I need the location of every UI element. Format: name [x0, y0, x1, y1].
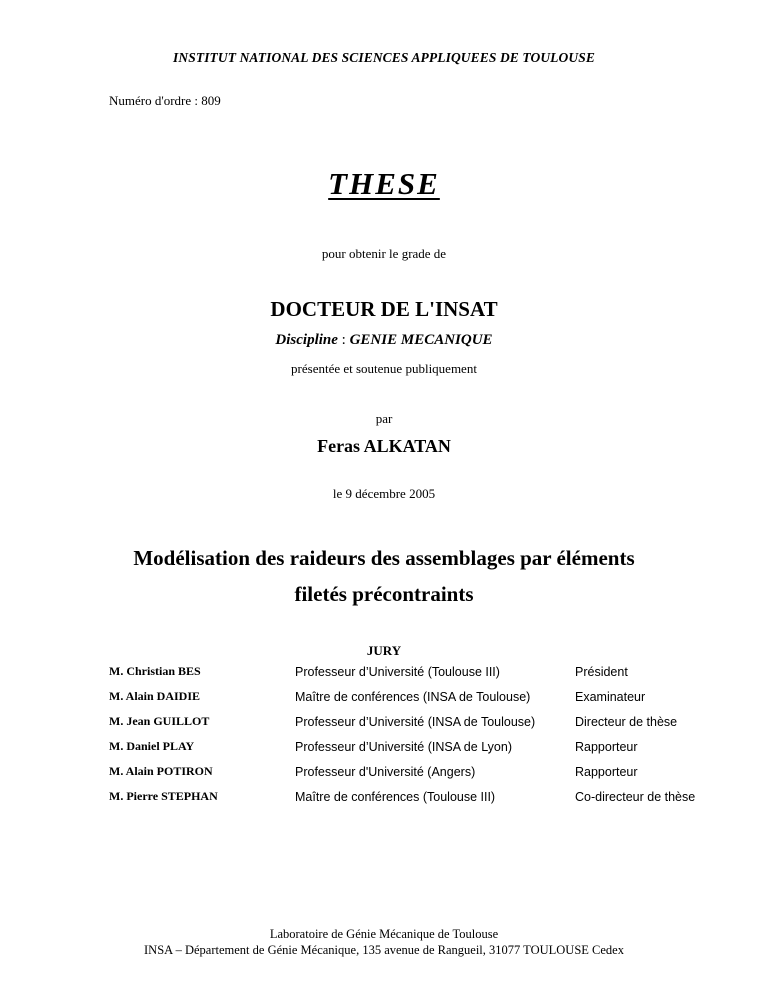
jury-row [109, 684, 729, 709]
author-name: Feras ALKATAN [317, 436, 451, 456]
discipline-label: Discipline [275, 332, 338, 348]
order-number: Numéro d'ordre : 809 [109, 93, 221, 108]
jury-member-position: Maître de conférences (INSA de Toulouse) [295, 689, 531, 704]
jury-member-position: Professeur d’Université (INSA de Lyon) [295, 739, 512, 754]
jury-row [109, 784, 729, 809]
jury-member-position: Professeur d’Université (Toulouse III) [295, 664, 500, 679]
discipline-value: GENIE MECANIQUE [349, 332, 493, 348]
jury-table [109, 659, 729, 809]
jury-member-role: Co-directeur de thèse [575, 789, 696, 804]
jury-heading: JURY [366, 643, 402, 658]
jury-member-name: M. Christian BES [109, 664, 201, 678]
jury-member-name: M. Jean GUILLOT [109, 714, 210, 728]
thesis-subject-line-1: Modélisation des raideurs des assemblages par éléments [133, 546, 635, 570]
jury-member-position: Professeur d'Université (Angers) [295, 764, 476, 779]
jury-member-role: Rapporteur [575, 739, 638, 754]
jury-member-name: M. Daniel PLAY [109, 739, 195, 753]
jury-row [109, 734, 729, 759]
thesis-subject-line-2: filetés précontraints [294, 582, 474, 606]
jury-row [109, 759, 729, 784]
jury-row [109, 709, 729, 734]
discipline-line [0, 332, 768, 349]
institute-header: INSTITUT NATIONAL DES SCIENCES APPLIQUEES DE TOULOUSE [173, 50, 595, 65]
jury-member-role: Directeur de thèse [575, 714, 678, 729]
jury-member-position: Professeur d’Université (INSA de Toulouse) [295, 714, 536, 729]
jury-member-name: M. Alain DAIDIE [109, 689, 201, 703]
jury-member-name: M. Alain POTIRON [109, 764, 213, 778]
defense-date: le 9 décembre 2005 [332, 486, 436, 501]
jury-member-name: M. Pierre STEPHAN [109, 789, 218, 803]
thesis-title [0, 166, 768, 202]
lab-name: Laboratoire de Génie Mécanique de Toulouse [269, 927, 499, 941]
degree-title: DOCTEUR DE L'INSAT [270, 297, 498, 321]
jury-row [109, 659, 729, 684]
lab-address: INSA – Département de Génie Mécanique, 135 avenue de Rangueil, 31077 TOULOUSE Cedex [144, 943, 624, 957]
jury-member-role: Rapporteur [575, 764, 638, 779]
jury-member-role: Président [575, 664, 628, 679]
grade-intro: pour obtenir le grade de [321, 246, 447, 261]
by-text: par [375, 411, 393, 426]
thesis-title-text: THESE [328, 166, 440, 201]
discipline-separator: : [337, 332, 350, 348]
jury-member-role: Examinateur [575, 689, 646, 704]
presented-text: présentée et soutenue publiquement [291, 361, 477, 376]
thesis-subject [0, 540, 768, 612]
jury-member-position: Maître de conférences (Toulouse III) [295, 789, 496, 804]
